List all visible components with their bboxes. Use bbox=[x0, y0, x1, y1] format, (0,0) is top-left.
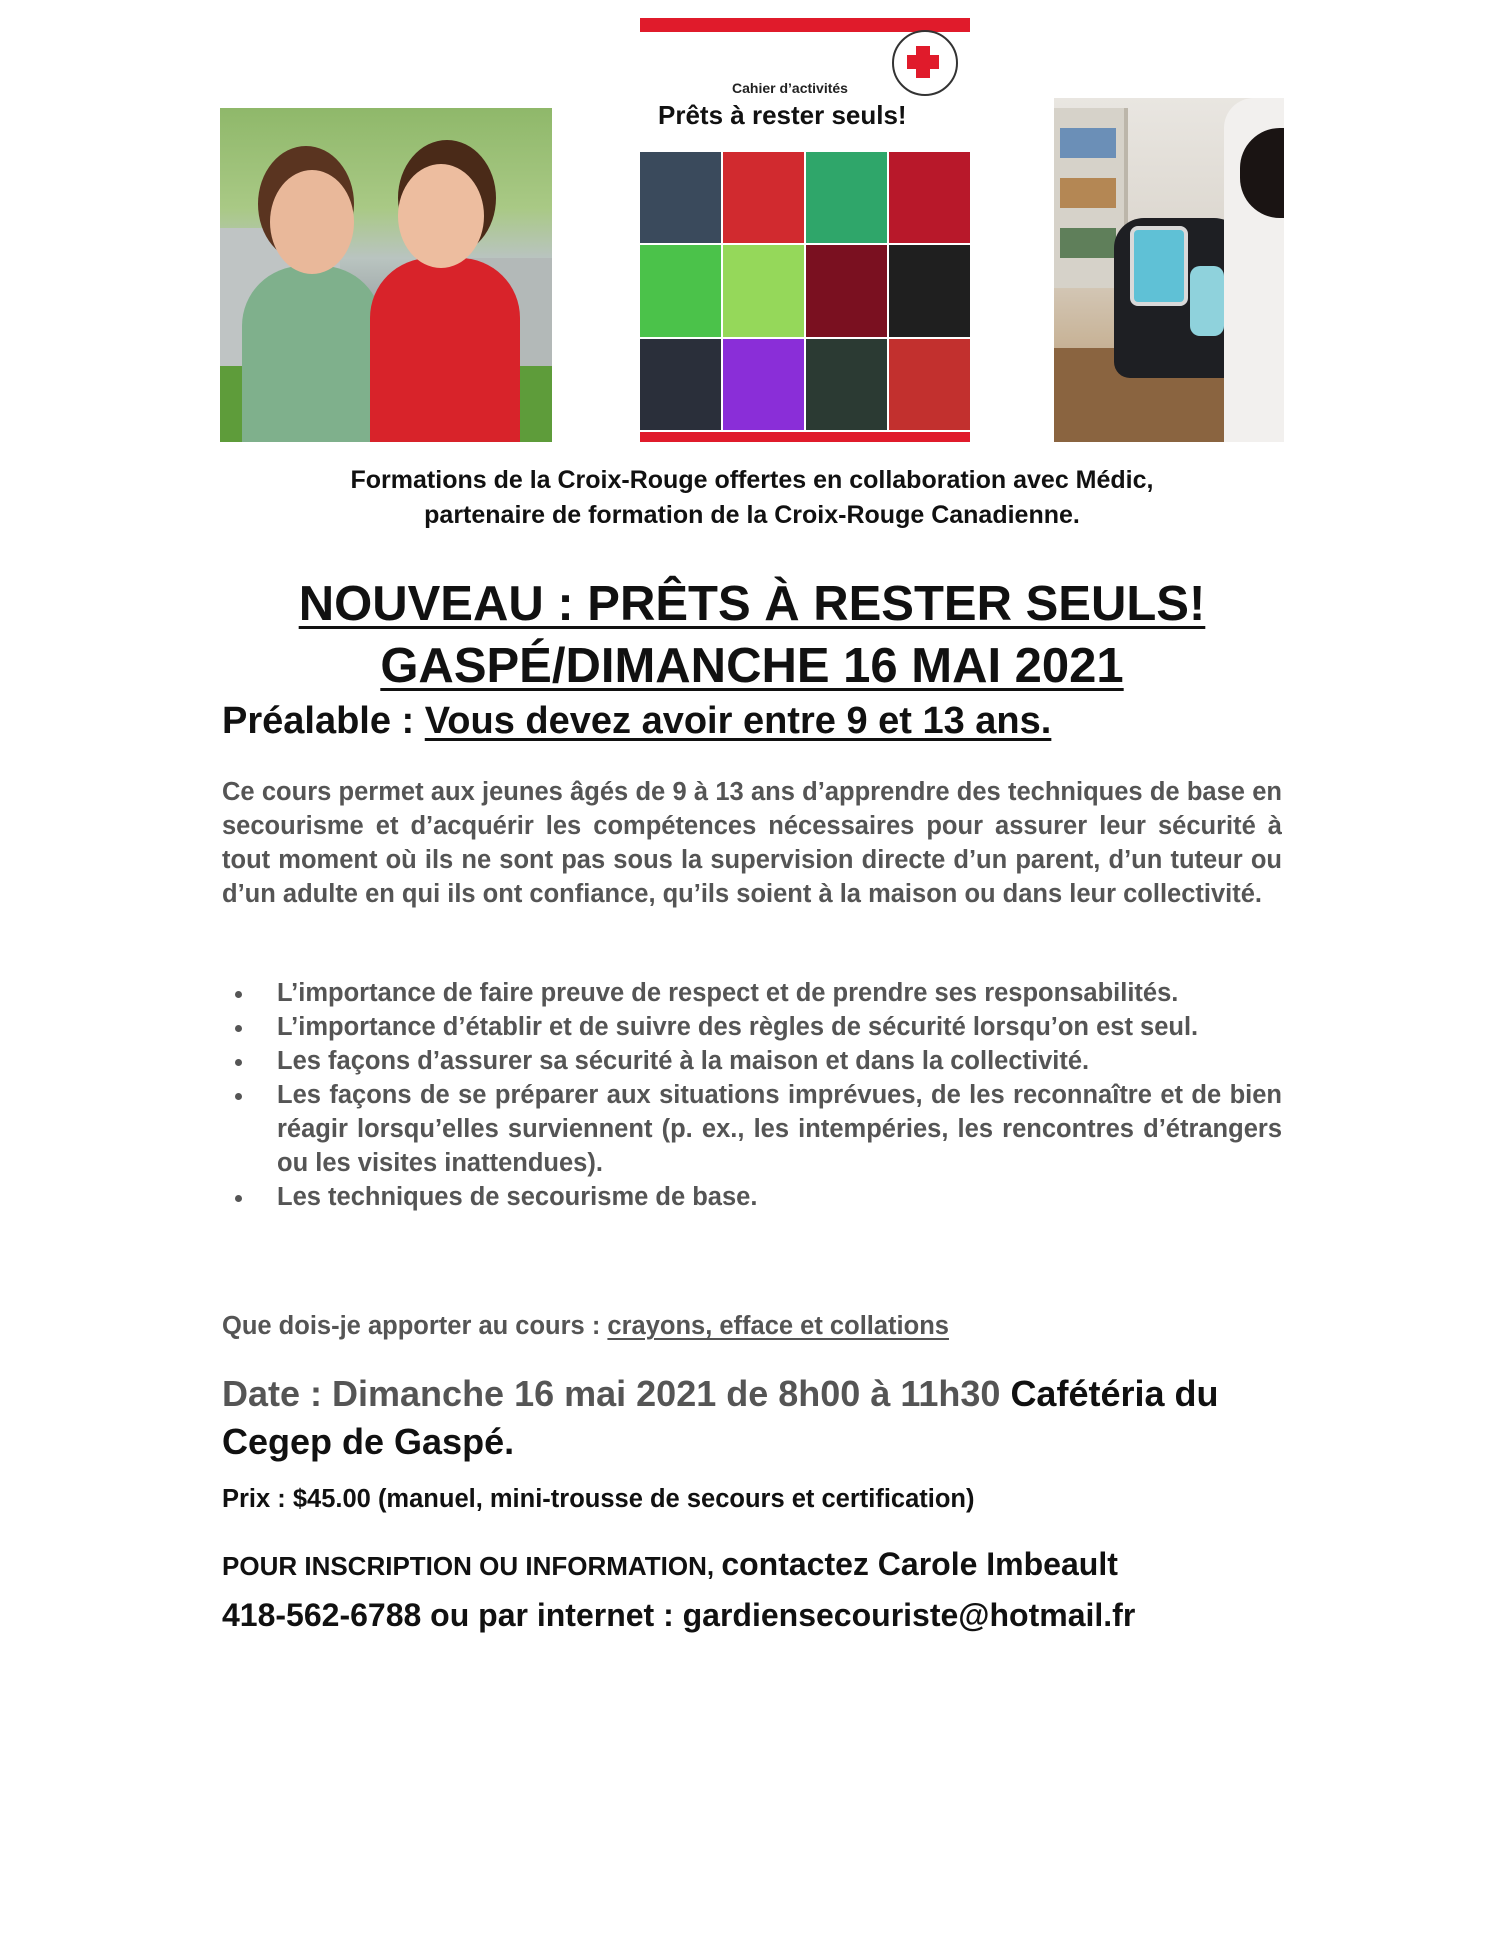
photo-water-bottle bbox=[1190, 266, 1224, 336]
intro-text bbox=[220, 463, 1284, 533]
photo-girl-red-shirt bbox=[370, 258, 520, 442]
what-to-bring-value: crayons, efface et collations bbox=[607, 1312, 949, 1340]
photo-phone bbox=[1130, 226, 1188, 306]
intro-line: Formations de la Croix-Rouge offertes en collaboration avec Médic, bbox=[350, 466, 1154, 494]
booklet-photo-tile bbox=[806, 245, 887, 336]
date-text: Date : Dimanche 16 mai 2021 de 8h00 à 11h30 bbox=[222, 1373, 1011, 1414]
list-item: L’importance de faire preuve de respect et de prendre ses responsabilités. bbox=[222, 976, 1282, 1010]
headline bbox=[220, 573, 1284, 697]
prerequisite-label: Préalable : bbox=[222, 700, 425, 742]
course-description: Ce cours permet aux jeunes âgés de 9 à 13 ans d’apprendre des techniques de base en secourisme et d’acquérir les compétences nécessaires pour assurer leur sécurité à tout moment où ils ne sont pas sous la supervision directe d’un parent, d’un tuteur ou d’un adulte en qui ils ont confiance, qu’ils soient à la maison ou dans leur collectivité. bbox=[222, 778, 1282, 908]
photo-two-girls bbox=[220, 108, 552, 442]
photo-girl-green-shirt bbox=[242, 266, 382, 442]
what-to-bring-label: Que dois-je apporter au cours : bbox=[222, 1312, 608, 1340]
booklet-photo-tile bbox=[723, 339, 804, 430]
contact-lead: POUR INSCRIPTION OU INFORMATION bbox=[222, 1551, 707, 1581]
booklet-red-bar bbox=[640, 432, 970, 442]
photo-girl-head bbox=[270, 170, 354, 274]
contact-name: contactez Carole Imbeault bbox=[721, 1546, 1118, 1582]
contact-phone-email: 418-562-6788 ou par internet : gardiensecouriste@hotmail.fr bbox=[222, 1597, 1136, 1633]
booklet-photo-tile bbox=[723, 152, 804, 243]
prerequisite-value: Vous devez avoir entre 9 et 13 ans. bbox=[424, 700, 1052, 742]
date-and-location bbox=[222, 1370, 1292, 1466]
booklet-photo-tile bbox=[640, 339, 721, 430]
booklet-photo-tile bbox=[889, 339, 970, 430]
headline-line: NOUVEAU : PRÊTS À RESTER SEULS! bbox=[298, 577, 1206, 631]
photo-book bbox=[1060, 178, 1116, 208]
photo-girl-head bbox=[398, 164, 484, 268]
contact-separator: , bbox=[706, 1551, 722, 1581]
booklet-photo-tile bbox=[806, 152, 887, 243]
prerequisite bbox=[222, 700, 1051, 743]
intro-line: partenaire de formation de la Croix-Rouge Canadienne. bbox=[424, 501, 1080, 529]
price: Prix : $45.00 (manuel, mini-trousse de secours et certification) bbox=[222, 1485, 975, 1513]
contact-info bbox=[222, 1542, 1292, 1637]
booklet-photo-tile bbox=[889, 245, 970, 336]
booklet-photo-tile bbox=[640, 152, 721, 243]
location-text: Cafétéria du Cegep de Gaspé. bbox=[222, 1373, 1219, 1462]
booklet-photo-grid bbox=[640, 152, 970, 432]
photo-girl-backpack bbox=[1054, 98, 1284, 442]
booklet-cover bbox=[640, 18, 970, 442]
booklet-photo-tile bbox=[723, 245, 804, 336]
headline-line: GASPÉ/DIMANCHE 16 MAI 2021 bbox=[380, 639, 1124, 693]
booklet-photo-tile bbox=[640, 245, 721, 336]
booklet-title: Prêts à rester seuls! bbox=[658, 100, 907, 130]
learning-points-list bbox=[222, 976, 1282, 1214]
list-item: Les façons de se préparer aux situations imprévues, de les reconnaître et de bien réagir lorsqu’elles surviennent (p. ex., les intempéries, les rencontres d’étrangers ou les visites inattendues). bbox=[222, 1078, 1282, 1180]
list-item: L’importance d’établir et de suivre des règles de sécurité lorsqu’on est seul. bbox=[222, 1010, 1282, 1044]
booklet-photo-tile bbox=[806, 339, 887, 430]
list-item: Les techniques de secourisme de base. bbox=[222, 1180, 1282, 1214]
photo-book bbox=[1060, 128, 1116, 158]
booklet-photo-tile bbox=[889, 152, 970, 243]
list-item: Les façons d’assurer sa sécurité à la maison et dans la collectivité. bbox=[222, 1044, 1282, 1078]
red-cross-icon bbox=[907, 55, 939, 69]
photo-book bbox=[1060, 228, 1116, 258]
what-to-bring bbox=[222, 1312, 949, 1341]
booklet-supertitle: Cahier d’activités bbox=[732, 80, 848, 96]
